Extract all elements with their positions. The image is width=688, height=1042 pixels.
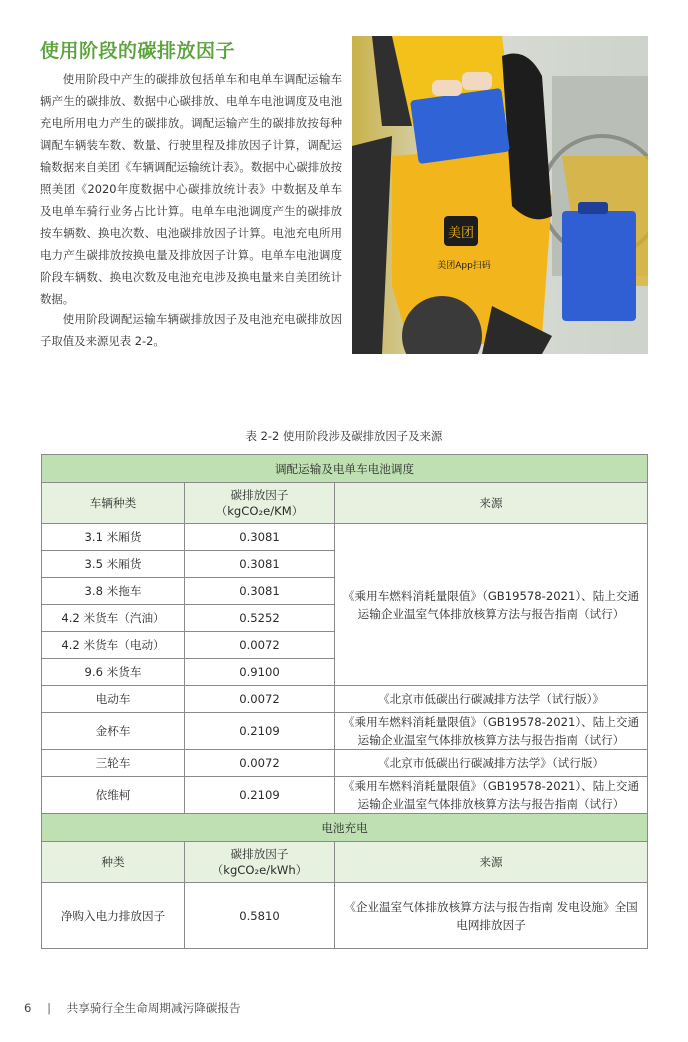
report-title: 共享骑行全生命周期减污降碳报告 <box>66 1001 241 1015</box>
page-number: 6 <box>24 1001 32 1015</box>
cell-factor: 0.5810 <box>185 883 335 949</box>
cell-vehicle-type: 4.2 米货车（汽油） <box>42 605 185 632</box>
meituan-logo: 美团 <box>447 226 475 241</box>
cell-factor: 0.3081 <box>185 524 335 551</box>
battery-swap-photo <box>352 36 648 354</box>
col-header-factor-unit: （kgCO₂e/KM） <box>215 504 304 518</box>
cell-source: 《乘用车燃料消耗量限值》（GB19578-2021）、陆上交通运输企业温室气体排放核算方法与报告指南（试行） <box>335 713 648 750</box>
page-footer <box>24 1000 241 1016</box>
section-header-transport: 调配运输及电单车电池调度 <box>42 455 648 483</box>
cell-vehicle-type: 9.6 米货车 <box>42 659 185 686</box>
col-header-factor <box>185 483 335 524</box>
col-header-source: 来源 <box>335 483 648 524</box>
cell-factor: 0.3081 <box>185 578 335 605</box>
col-header-source: 来源 <box>335 842 648 883</box>
col-header-factor-unit: （kgCO₂e/kWh） <box>211 863 308 877</box>
section-header-battery-charging: 电池充电 <box>42 814 648 842</box>
cell-source-merged: 《乘用车燃料消耗量限值》（GB19578-2021）、陆上交通运输企业温室气体排放核算方法与报告指南（试行） <box>335 524 648 686</box>
section-title: 使用阶段的碳排放因子 <box>40 40 236 62</box>
cell-vehicle-type: 3.1 米厢货 <box>42 524 185 551</box>
cell-vehicle-type: 依维柯 <box>42 777 185 814</box>
cell-vehicle-type: 电动车 <box>42 686 185 713</box>
cell-source: 《北京市低碳出行碳减排方法学（试行版）》 <box>335 686 648 713</box>
col-header-vehicle-type: 车辆种类 <box>42 483 185 524</box>
cell-factor: 0.3081 <box>185 551 335 578</box>
cell-factor: 0.0072 <box>185 686 335 713</box>
cell-factor: 0.5252 <box>185 605 335 632</box>
cell-factor: 0.2109 <box>185 777 335 814</box>
cell-vehicle-type: 金杯车 <box>42 713 185 750</box>
cell-source: 《乘用车燃料消耗量限值》（GB19578-2021）、陆上交通运输企业温室气体排放核算方法与报告指南（试行） <box>335 777 648 814</box>
cell-vehicle-type: 3.8 米拖车 <box>42 578 185 605</box>
cell-source: 《北京市低碳出行碳减排方法学》（试行版） <box>335 750 648 777</box>
intro-paragraph: 使用阶段中产生的碳排放包括单车和电单车调配运输车辆产生的碳排放、数据中心碳排放、电单车电池调度及电池充电所用电力产生的碳排放。调配运输产生的碳排放按每种调配车辆装车数、数量、行驶里程及排放因子计算，调配运输数据来自美团《车辆调配运输统计表》。数据中心碳排放按照美团《2020年度数据中心碳排放统计表》中数据及单车及电单车骑行业务占比计算。电单车电池调度产生的碳排放按车辆数、换电次数、电池碳排放因子计算。电池充电所用电力产生碳排放按换电量及排放因子计算。电单车电池调度阶段车辆数、换电次数及电池充电涉及换电量来自美团统计数据。 <box>40 72 342 306</box>
col-header-type: 种类 <box>42 842 185 883</box>
cell-type: 净购入电力排放因子 <box>42 883 185 949</box>
col-header-factor <box>185 842 335 883</box>
cell-vehicle-type: 3.5 米厢货 <box>42 551 185 578</box>
cell-source: 《企业温室气体排放核算方法与报告指南 发电设施》全国电网排放因子 <box>335 883 648 949</box>
table-caption: 表 2-2 使用阶段涉及碳排放因子及来源 <box>245 429 443 443</box>
scan-label: 美团App扫码 <box>437 261 491 271</box>
table-reference-paragraph: 使用阶段调配运输车辆碳排放因子及电池充电碳排放因子取值及来源见表 2-2。 <box>40 312 342 348</box>
footer-separator: | <box>47 1001 51 1015</box>
cell-vehicle-type: 三轮车 <box>42 750 185 777</box>
col-header-factor-line1: 碳排放因子 <box>230 488 289 502</box>
cell-factor: 0.9100 <box>185 659 335 686</box>
col-header-factor-line1: 碳排放因子 <box>230 847 289 861</box>
cell-factor: 0.0072 <box>185 750 335 777</box>
cell-factor: 0.2109 <box>185 713 335 750</box>
cell-factor: 0.0072 <box>185 632 335 659</box>
emission-factors-table <box>41 454 648 949</box>
cell-vehicle-type: 4.2 米货车（电动） <box>42 632 185 659</box>
